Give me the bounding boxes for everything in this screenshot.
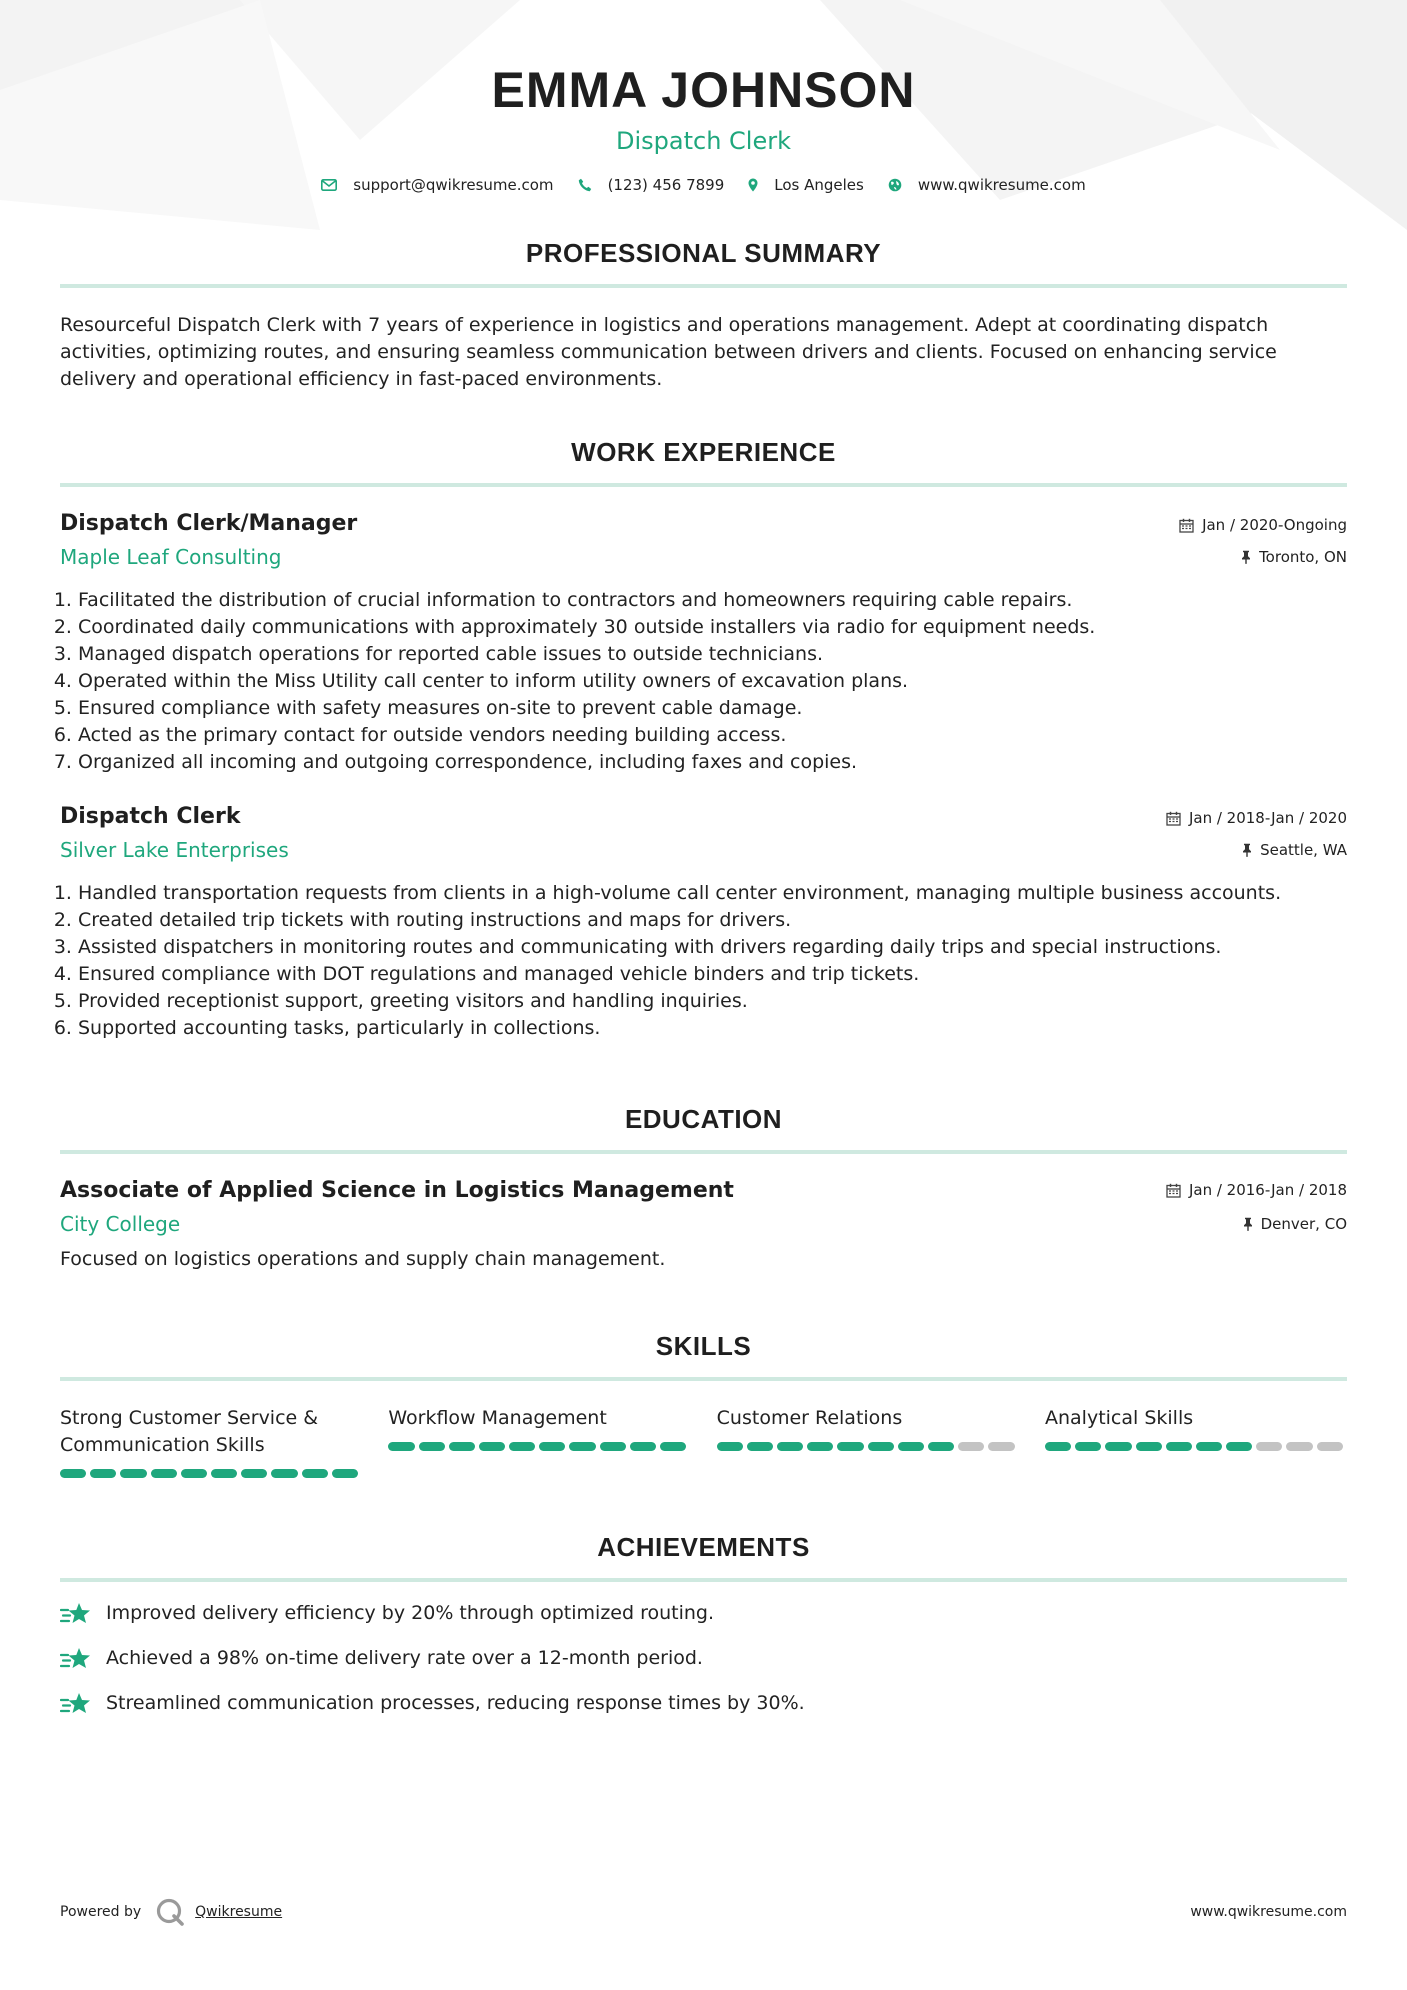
powered-by [60, 1898, 282, 1926]
skill-segment-empty [988, 1442, 1014, 1451]
section-divider [60, 1377, 1347, 1381]
experience-heading: WORK EXPERIENCE [571, 437, 836, 467]
skill-segment-filled [479, 1442, 505, 1451]
contact-email[interactable] [321, 176, 553, 194]
skill-segment-filled [449, 1442, 475, 1451]
list-item: 5. Ensured compliance with safety measures on-site to prevent cable damage. [78, 695, 1347, 722]
skill-segment-filled [777, 1442, 803, 1451]
skill-segment-filled [241, 1469, 267, 1478]
skill-segment-filled [419, 1442, 445, 1451]
skill-segment-filled [928, 1442, 954, 1451]
skill-level-bar [717, 1442, 1019, 1451]
skill-level-bar [388, 1442, 690, 1451]
qwikresume-logo-icon [155, 1898, 185, 1926]
page-footer [60, 1898, 1347, 1926]
skill-segment-filled [120, 1469, 146, 1478]
experience-section [60, 437, 1347, 1042]
skills-grid [60, 1405, 1347, 1478]
envelope-icon [321, 179, 337, 191]
skill-segment-filled [868, 1442, 894, 1451]
education-entry [60, 1176, 1347, 1273]
skill-segment-filled [211, 1469, 237, 1478]
list-item: 5. Provided receptionist support, greeting visitors and handling inquiries. [78, 988, 1347, 1015]
email-text: support@qwikresume.com [353, 176, 554, 194]
section-divider [60, 1150, 1347, 1154]
education-heading: EDUCATION [624, 1104, 783, 1134]
job-location [1242, 840, 1347, 860]
footer-website[interactable]: www.qwikresume.com [1190, 1904, 1347, 1920]
section-divider [60, 284, 1347, 288]
skills-section [60, 1331, 1347, 1478]
skill-segment-filled [898, 1442, 924, 1451]
job-entry [60, 509, 1347, 776]
list-item: 4. Operated within the Miss Utility call center to inform utility owners of excavation plans. [78, 668, 1347, 695]
school-name: City College [60, 1212, 181, 1236]
job-dates [1166, 808, 1347, 828]
candidate-name: EMMA JOHNSON [491, 62, 916, 118]
achievement-text: Achieved a 98% on-time delivery rate over a 12-month period. [106, 1647, 703, 1669]
skill-segment-filled [630, 1442, 656, 1451]
skill-level-bar [1045, 1442, 1347, 1451]
skill-segment-filled [1136, 1442, 1162, 1451]
website-text: www.qwikresume.com [917, 176, 1086, 194]
skill-segment-filled [600, 1442, 626, 1451]
skill-segment-filled [807, 1442, 833, 1451]
achievement-text: Improved delivery efficiency by 20% through optimized routing. [106, 1602, 715, 1624]
skill-segment-empty [1317, 1442, 1343, 1451]
skill-name: Analytical Skills [1044, 1407, 1194, 1429]
phone-text: (123) 456 7899 [607, 176, 725, 194]
skill-item [717, 1405, 1019, 1478]
education-description: Focused on logistics operations and supply chain management. [60, 1248, 666, 1270]
achievements-section [60, 1532, 1347, 1717]
brand-link[interactable]: Qwikresume [195, 1904, 283, 1920]
list-item: 6. Acted as the primary contact for outside vendors needing building access. [78, 722, 1347, 749]
list-item: 6. Supported accounting tasks, particularly in collections. [78, 1015, 1347, 1042]
skill-segment-filled [1166, 1442, 1192, 1451]
skill-segment-filled [302, 1469, 328, 1478]
skill-segment-filled [1196, 1442, 1222, 1451]
education-dates-text: Jan / 2016-Jan / 2018 [1188, 1181, 1347, 1199]
contact-website[interactable] [888, 176, 1086, 194]
job-dates-text: Jan / 2020-Ongoing [1202, 516, 1347, 534]
pushpin-icon [1242, 843, 1252, 857]
skill-segment-empty [1256, 1442, 1282, 1451]
phone-icon [578, 178, 592, 192]
section-divider [60, 483, 1347, 487]
location-text: Los Angeles [774, 176, 864, 194]
job-duties-list [60, 880, 1347, 1042]
skill-segment-filled [1226, 1442, 1252, 1451]
list-item: 3. Assisted dispatchers in monitoring routes and communicating with drivers regarding daily trips and special instructions. [78, 934, 1347, 961]
achievement-item [60, 1645, 1347, 1672]
summary-section [60, 238, 1347, 393]
skill-segment-empty [1286, 1442, 1312, 1451]
education-section [60, 1104, 1347, 1273]
globe-icon [888, 178, 902, 192]
job-title: Dispatch Clerk [60, 804, 241, 829]
contact-location [748, 176, 864, 194]
list-item: 4. Ensured compliance with DOT regulations and managed vehicle binders and trip tickets. [78, 961, 1347, 988]
calendar-icon [1166, 1183, 1181, 1198]
job-location-text: Toronto, ON [1259, 548, 1347, 566]
skill-name: Customer Relations [716, 1407, 903, 1429]
powered-by-label: Powered by [60, 1904, 142, 1920]
skill-segment-filled [747, 1442, 773, 1451]
calendar-icon [1166, 811, 1181, 826]
list-item: 3. Managed dispatch operations for reported cable issues to outside technicians. [78, 641, 1347, 668]
skill-segment-filled [1105, 1442, 1131, 1451]
skills-heading: SKILLS [655, 1331, 752, 1361]
education-dates [1166, 1180, 1347, 1200]
shooting-star-icon [60, 1646, 92, 1672]
skill-item [388, 1405, 690, 1478]
summary-heading: PROFESSIONAL SUMMARY [525, 238, 882, 268]
skill-segment-filled [539, 1442, 565, 1451]
resume-header [60, 0, 1347, 194]
job-duties-list [60, 587, 1347, 776]
candidate-title: Dispatch Clerk [616, 127, 791, 155]
skill-segment-filled [717, 1442, 743, 1451]
skill-segment-filled [151, 1469, 177, 1478]
list-item: 1. Handled transportation requests from clients in a high-volume call center environment, managing multiple business accounts. [78, 880, 1347, 907]
skill-segment-filled [181, 1469, 207, 1478]
summary-text: Resourceful Dispatch Clerk with 7 years of experience in logistics and operations management. Adept at coordinating dispatch activities, optimizing routes, and ensuring seamless communication between drivers and clients. Focused on enhancing service delivery and operational efficiency in fast-paced environments. [60, 314, 1277, 390]
skill-level-bar [60, 1469, 362, 1478]
contact-bar [60, 176, 1347, 194]
job-entry [60, 802, 1347, 1042]
skill-item [60, 1405, 362, 1478]
achievement-item [60, 1600, 1347, 1627]
skill-segment-filled [837, 1442, 863, 1451]
degree-title: Associate of Applied Science in Logistics Management [60, 1178, 734, 1203]
pushpin-icon [1243, 1217, 1253, 1231]
job-location-text: Seattle, WA [1260, 841, 1347, 859]
section-divider [60, 1578, 1347, 1582]
job-dates [1179, 515, 1347, 535]
education-location-text: Denver, CO [1260, 1215, 1347, 1233]
pushpin-icon [1241, 550, 1251, 564]
skill-item [1045, 1405, 1347, 1478]
job-dates-text: Jan / 2018-Jan / 2020 [1188, 809, 1347, 827]
skill-name: Strong Customer Service & Communication Skills [60, 1407, 319, 1456]
company-name: Silver Lake Enterprises [60, 838, 289, 862]
list-item: 2. Created detailed trip tickets with routing instructions and maps for drivers. [78, 907, 1347, 934]
skill-segment-filled [332, 1469, 358, 1478]
calendar-icon [1179, 518, 1194, 533]
skill-segment-filled [660, 1442, 686, 1451]
skill-name: Workflow Management [388, 1407, 607, 1429]
skill-segment-empty [958, 1442, 984, 1451]
achievement-item [60, 1690, 1347, 1717]
company-name: Maple Leaf Consulting [60, 545, 282, 569]
skill-segment-filled [1075, 1442, 1101, 1451]
skill-segment-filled [60, 1469, 86, 1478]
shooting-star-icon [60, 1691, 92, 1717]
contact-phone[interactable] [578, 176, 725, 194]
job-title: Dispatch Clerk/Manager [60, 511, 358, 536]
list-item: 7. Organized all incoming and outgoing correspondence, including faxes and copies. [78, 749, 1347, 776]
achievements-heading: ACHIEVEMENTS [597, 1532, 810, 1562]
skill-segment-filled [509, 1442, 535, 1451]
map-pin-icon [748, 178, 758, 192]
list-item: 2. Coordinated daily communications with approximately 30 outside installers via radio for equipment needs. [78, 614, 1347, 641]
achievement-text: Streamlined communication processes, reducing response times by 30%. [106, 1692, 805, 1714]
list-item: 1. Facilitated the distribution of crucial information to contractors and homeowners requiring cable repairs. [78, 587, 1347, 614]
shooting-star-icon [60, 1601, 92, 1627]
education-location [1243, 1214, 1347, 1234]
skill-segment-filled [1045, 1442, 1071, 1451]
skill-segment-filled [388, 1442, 414, 1451]
job-location [1241, 547, 1347, 567]
skill-segment-filled [271, 1469, 297, 1478]
skill-segment-filled [90, 1469, 116, 1478]
skill-segment-filled [569, 1442, 595, 1451]
